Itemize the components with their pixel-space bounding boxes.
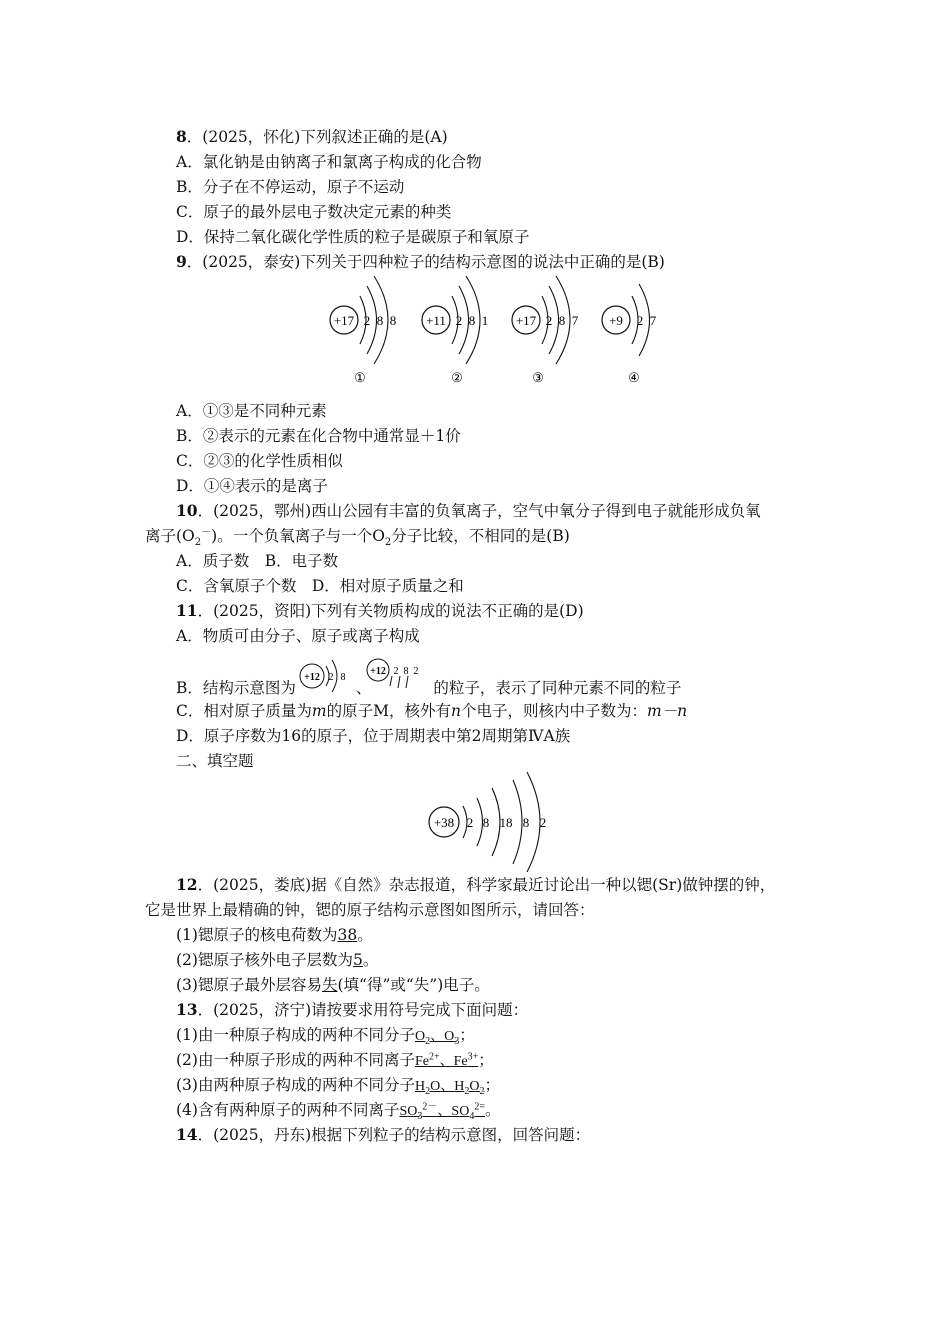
- svg-text:2: 2: [328, 672, 334, 683]
- atom-diagram-3: [512, 276, 579, 385]
- section-heading: 二、填空题: [176, 752, 254, 770]
- atom-diagram-2: [422, 276, 488, 385]
- svg-text:1: 1: [481, 313, 489, 328]
- q13-part-4: (4)含有两种原子的两种不同离子$SO_3^{2-}$、$SO_4^{2=}$。: [176, 1101, 501, 1122]
- nucleus-charge: +9: [609, 313, 623, 328]
- svg-text:2: 2: [363, 313, 371, 328]
- svg-text:2: 2: [455, 313, 463, 328]
- strontium-structure-diagram: [425, 772, 565, 872]
- question-14-stem: 14．(2025，丹东)根据下列粒子的结构示意图，回答问题：: [176, 1125, 591, 1144]
- q11-option-a: A．物质可由分子、原子或离子构成: [176, 627, 420, 645]
- svg-text:8: 8: [558, 313, 566, 328]
- diagram-label: ②: [451, 370, 463, 385]
- nucleus-charge: +17: [515, 313, 537, 328]
- nucleus-charge: +11: [426, 313, 446, 328]
- question-10-stem: 10．(2025，鄂州)西山公园有丰富的负氧离子，空气中氧分子得到电子就能形成负氧: [176, 501, 761, 520]
- question-8-stem: 8．(2025，怀化)下列叙述正确的是(A): [176, 127, 448, 146]
- q8-option-b: B．分子在不停运动，原子不运动: [176, 178, 405, 196]
- answer: 5: [352, 951, 363, 969]
- question-number: 14: [176, 1125, 198, 1144]
- q10-options-ab: A．质子数 B．电子数: [176, 552, 339, 570]
- answer: 失: [321, 976, 338, 994]
- q12-part-3: (3)锶原子最外层容易失(填“得”或“失”)电子。: [176, 976, 490, 994]
- q12-part-2: (2)锶原子核外电子层数为5。: [176, 951, 379, 969]
- svg-text:2: 2: [545, 313, 553, 328]
- svg-text:8: 8: [468, 313, 476, 328]
- q13-part-1: (1)由一种原子构成的两种不同分子$O_2$、$O_3$；: [176, 1026, 475, 1047]
- svg-text:+12: +12: [304, 672, 320, 683]
- question-number: 8: [176, 127, 187, 146]
- answer: $SO_3^{2-}$、$SO_4^{2=}$: [399, 1101, 485, 1122]
- svg-text:2: 2: [539, 815, 547, 830]
- diagram-label: ①: [354, 370, 366, 385]
- q11-diagram-mg-ion: [298, 656, 360, 696]
- q9-option-b: B．②表示的元素在化合物中通常显＋1价: [176, 427, 461, 445]
- q11-option-c: C．相对原子质量为m的原子M，核外有n个电子，则核内中子数为：m－n: [176, 702, 688, 720]
- question-13-stem: 13．(2025，济宁)请按要求用符号完成下面问题：: [176, 1000, 529, 1019]
- q10-options-cd: C．含氧原子个数 D．相对原子质量之和: [176, 577, 464, 595]
- svg-text:8: 8: [482, 815, 490, 830]
- atom-diagram-4: [602, 284, 657, 385]
- atom-diagram-1: [330, 276, 396, 385]
- nucleus-charge: +38: [433, 815, 455, 830]
- q9-option-a: A．①③是不同种元素: [176, 402, 327, 420]
- svg-text:7: 7: [649, 313, 657, 328]
- answer: 38: [337, 926, 358, 944]
- question-10-stem-cont: 离子$(O_2^-)$。一个负氧离子与一个$O_2$分子比较，不相同的是(B): [145, 526, 570, 549]
- q11-option-b: B．结构示意图为 、 的粒子，表示了同种元素不同的粒子: [176, 679, 682, 697]
- svg-text:8: 8: [403, 666, 409, 677]
- answer: $Fe^{2+}$、$Fe^{3+}$: [414, 1051, 479, 1069]
- svg-text:18: 18: [499, 815, 513, 830]
- diagram-label: ④: [628, 370, 640, 385]
- question-number: 12: [176, 875, 198, 894]
- svg-text:8: 8: [522, 815, 530, 830]
- q9-option-d: D．①④表示的是离子: [176, 477, 328, 495]
- q9-structure-diagrams: [320, 272, 680, 392]
- question-number: 11: [176, 601, 198, 620]
- q9-option-c: C．②③的化学性质相似: [176, 452, 343, 470]
- q8-option-c: C．原子的最外层电子数决定元素的种类: [176, 203, 452, 221]
- question-number: 13: [176, 1000, 198, 1019]
- q8-option-d: D．保持二氧化碳化学性质的粒子是碳原子和氧原子: [176, 228, 530, 246]
- svg-text:8: 8: [389, 313, 397, 328]
- diagram-label: ③: [532, 370, 544, 385]
- svg-text:2: 2: [413, 666, 419, 677]
- svg-text:2: 2: [636, 313, 644, 328]
- q11-diagram-mg-atom: [366, 656, 428, 696]
- svg-text:8: 8: [376, 313, 384, 328]
- q8-option-a: A．氯化钠是由钠离子和氯离子构成的化合物: [176, 153, 482, 171]
- answer: $O_2$、$O_3$: [414, 1029, 460, 1047]
- question-12-stem-cont: 它是世界上最精确的钟，锶的原子结构示意图如图所示，请回答：: [145, 901, 595, 919]
- q13-part-2: (2)由一种原子形成的两种不同离子$Fe^{2+}$、$Fe^{3+}$；: [176, 1051, 494, 1069]
- question-12-stem: 12．(2025，娄底)据《自然》杂志报道，科学家最近讨论出一种以锶(Sr)做钟摆的钟，: [176, 875, 776, 894]
- q13-part-3: (3)由两种原子构成的两种不同分子$H_2O$、$H_2O_2$；: [176, 1076, 500, 1097]
- svg-text:2: 2: [466, 815, 474, 830]
- svg-text:8: 8: [340, 672, 346, 683]
- question-number: 10: [176, 501, 198, 520]
- question-number: 9: [176, 252, 187, 271]
- svg-text:2: 2: [393, 666, 399, 677]
- nucleus-charge: +17: [333, 313, 355, 328]
- question-11-stem: 11．(2025，资阳)下列有关物质构成的说法不正确的是(D): [176, 601, 584, 620]
- svg-text:+12: +12: [370, 666, 386, 677]
- svg-text:7: 7: [571, 313, 579, 328]
- q11-option-d: D．原子序数为16的原子，位于周期表中第2周期第ⅣA族: [176, 727, 571, 745]
- q12-part-1: (1)锶原子的核电荷数为38。: [176, 926, 373, 944]
- question-9-stem: 9．(2025，泰安)下列关于四种粒子的结构示意图的说法中正确的是(B): [176, 252, 665, 271]
- answer: $H_2O$、$H_2O_2$: [414, 1079, 485, 1097]
